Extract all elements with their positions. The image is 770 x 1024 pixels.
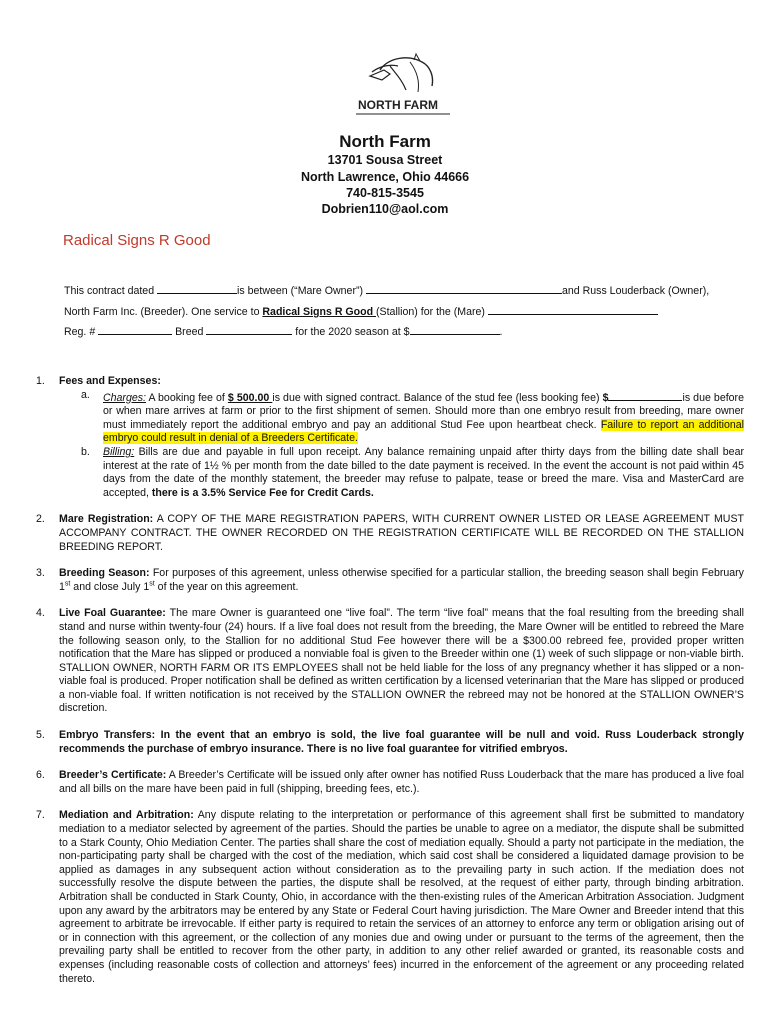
section-title: Mare Registration: [59,513,154,526]
section-number: 2. [36,513,45,526]
section-breeding-season [36,567,744,594]
text: A booking fee of [146,391,228,404]
section-text: For purposes of this agreement, unless otherwise specified for a particular stallion, the breeding season shall begin February 1 [59,567,744,593]
section-mediation-arbitration [36,809,744,986]
section-text: The mare Owner is guaranteed one “live foal”. The term “live foal” means that the foal resulting from the breeding shall stand and nurse within twenty-four (24) hours. If a live foal does not result from the breeding, the Mare Owner will be entitled to rebreed the Mare the following season only, to the Stallion for no additional Stud Fee however there will be a $300.00 rebreed fee, provided proper written notification that the Mare has slipped or produced a nonviable foal is given to the Breeder within one (1) week of such slippage or non-viable birth. STALLION OWNER, NORTH FARM OR ITS EMPLOYEES shall not be held liable for the loss of any pregnancy whether it has slipped or a non-viable foal is produced. Proper notification shall be defined as written certification by a licensed veterinarian that the Mare has slipped or produced a non-viable foal. If written notification is not received by the STALLION OWNER the rebreed may not be honored at the STALLION OWNER’S discretion. [59,607,744,715]
booking-fee-value: $ 500.00 [227,391,273,404]
section-embryo-transfers [36,729,744,756]
logo-text: NORTH FARM [358,98,438,112]
intro-text: North Farm Inc. (Breeder). One service to [64,306,263,318]
section-text: A Breeder’s Certificate will be issued only after owner has notified Russ Louderback that the mare has produced a live foal and all bills on the mare have been paid in full (shipping, breeding fees, etc.). [59,769,744,795]
section-number: 1. [36,375,45,387]
text: is due with signed contract. Balance of the stud fee (less booking fee) [272,391,603,404]
contract-sections [36,375,744,999]
farm-phone: 740-815-3545 [346,186,424,200]
stallion-title: Radical Signs R Good [63,232,211,249]
intro-text: Reg. # [64,326,99,338]
section-text: of the year on this agreement. [154,580,299,593]
section-title: Fees and Expenses: [59,375,161,387]
intro-text: and Russ Louderback (Owner), [561,285,710,297]
subsection-letter: b. [81,445,90,458]
horse-head-logo-icon [350,50,460,118]
subsection-charges [59,389,744,446]
section-title: Live Foal Guarantee: [59,607,166,620]
intro-text: . [499,326,503,338]
mare-owner-blank[interactable] [366,282,562,294]
section-text: Any dispute relating to the interpretation or performance of this agreement shall first be submitted to mandatory mediation to a mediator selected by agreement of the parties. Should the parties be unable to agree on a mediator, the dispute shall be submitted to a Stark County, Ohio Mediation Center. The parties shall share the cost of mediation equally. Should a party not participate in the mediation, the non-participating party shall be charged with the cost of the mediation, which said cost shall be considered a liquidated damage provision to be applied as damages in any subsequent action without consideration as to the prevailing party in such action. If the mediation does not successfully resolve the dispute between the parties, the dispute shall be resolved, at the request of either party, through binding arbitration. Arbitration shall be conducted in Stark County, Ohio, in accordance with the then-existing rules of the American Arbitration Association. Judgment upon any award by the arbitrators may be entered by any State or Federal Court having jurisdiction. The Mare Owner and Breeder intend that this agreement to arbitrate be irrevocable. If either party is required to retain the services of an attorney to enforce any term or obligation arising out of or in connection with this agreement, or the collection of any monies due and owing under or pursuant to the terms of the agreement, then the prevailing party shall be entitled to recover from the other party, in addition to any other relief awarded or granted, its reasonable costs and expenses (including reasonable costs of collection and attorneys’ fees) incurred in the enforcement of the agreement or any proceeding related thereto. [59,809,744,985]
intro-text: (Stallion) for the (Mare) [376,306,488,318]
section-title: Breeder’s Certificate: [59,769,167,782]
season-amount-blank[interactable] [410,323,500,335]
section-number: 6. [36,769,45,782]
section-number: 4. [36,607,45,620]
section-mare-registration [36,513,744,554]
reg-number-blank[interactable] [98,323,172,335]
text: $ [602,391,609,404]
subsection-letter: a. [81,388,90,401]
subsection-label: Charges: [103,391,146,404]
subsection-billing [59,446,744,500]
farm-street: 13701 Sousa Street [327,153,443,167]
intro-line-1 [64,282,709,297]
text: is due before or when mare arrives at farm or prior to the first shipment of semen. Should more than one embryo result from breeding, mare owner must immediately report the additional embryo and pay an additional Stud Fee upon heartbeat check. [103,391,744,431]
section-live-foal-guarantee [36,607,744,716]
superscript: st [149,580,155,588]
stud-fee-balance-blank[interactable] [608,389,682,401]
section-title: Mediation and Arbitration: [59,809,194,822]
intro-text: Breed [172,326,207,338]
intro-line-3 [64,323,502,338]
section-number: 3. [36,567,45,580]
superscript: st [64,580,71,588]
farm-name: North Farm [339,132,431,151]
text: Bills are due and payable in full upon receipt. Any balance remaining unpaid after thirty days from the billing date shall bear interest at the rate of 1½ % per month from the date billed to the date payment is received. In the event the account is not paid within 45 days from the date of the monthly statement, the breeder may refuse to palpate, tease or breed the mare. Visa and MasterCard are accepted, [103,445,744,499]
section-title: Breeding Season: [59,567,150,580]
subsection-label: Billing: [103,445,135,458]
highlighted-warning: Failure to report an additional embryo could result in denial of a Breeders Certificate. [103,418,745,445]
section-text: Embryo Transfers: In the event that an embryo is sold, the live foal guarantee will be null and void. Russ Louderback strongly recommends the purchase of embryo insurance. There is no live foal guarantee for vitrified embryos. [59,729,744,755]
intro-text: for the 2020 season at $ [292,326,410,338]
section-text: A COPY OF THE MARE REGISTRATION PAPERS, WITH CURRENT OWNER LISTED OR LEASE AGREEMENT MUST ACCOMPANY CONTRACT. THE OWNER RECORDED ON THE REGISTRATION CERTIFICATE WILL BE RECORDED ON THE STALLION BREEDING REPORT. [59,513,744,553]
contract-date-blank[interactable] [157,282,237,294]
section-breeders-certificate [36,769,744,796]
section-fees [36,375,744,500]
section-text: and close July 1 [70,580,150,593]
north-farm-logo [350,50,460,118]
farm-city: North Lawrence, Ohio 44666 [300,170,470,184]
section-number: 7. [36,809,45,822]
stallion-name: Radical Signs R Good [262,306,377,318]
farm-email: Dobrien110@aol.com [321,202,449,216]
intro-line-2 [64,303,658,318]
intro-text: is between (“Mare Owner”) [237,285,366,297]
section-number: 5. [36,729,45,742]
breed-blank[interactable] [206,323,292,335]
intro-text: This contract dated [64,285,158,297]
service-fee-note: there is a 3.5% Service Fee for Credit Cards. [151,486,374,499]
mare-blank[interactable] [488,303,658,315]
